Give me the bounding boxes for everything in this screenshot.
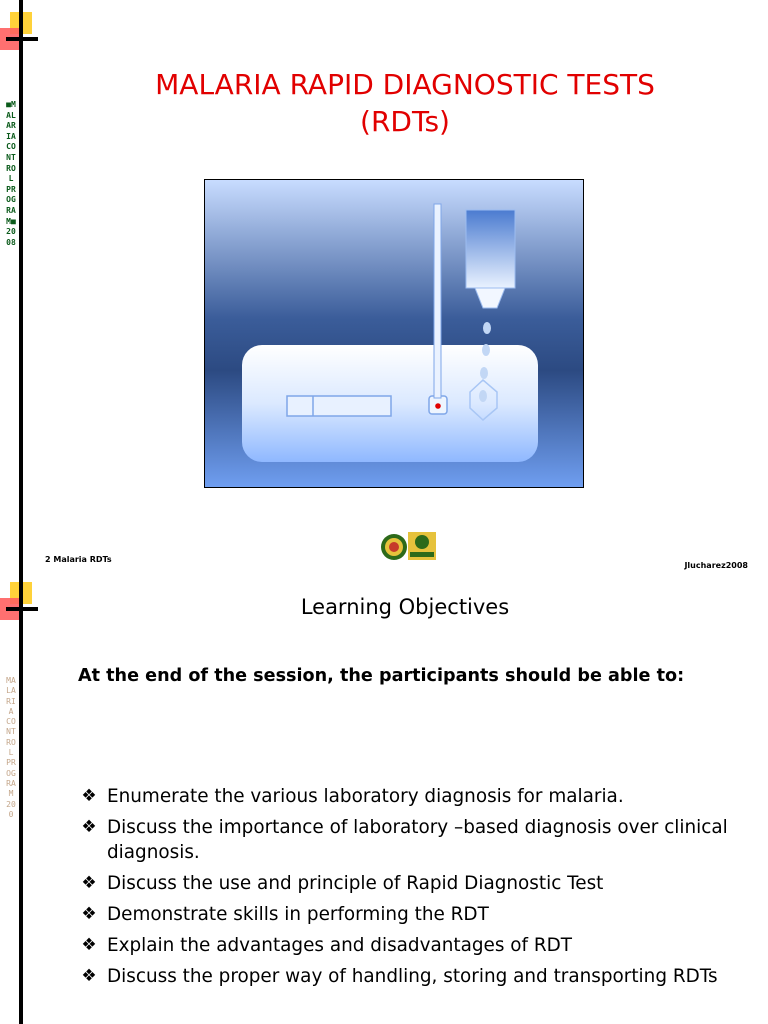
list-item xyxy=(78,871,738,896)
left-vertical-rule xyxy=(19,0,23,580)
list-item xyxy=(78,815,738,865)
diamond-bullet-icon: ❖ xyxy=(81,817,97,837)
intro-text: At the end of the session, the participants should be able to: xyxy=(78,666,685,686)
vertical-side-text: ■MALARIA CONTROL PROGRAM■ 2008 xyxy=(6,100,16,247)
list-item xyxy=(78,902,738,927)
list-item xyxy=(78,964,738,989)
objective-text: Discuss the importance of laboratory –based diagnosis over clinical diagnosis. xyxy=(107,817,728,863)
footer-author: Jlucharez2008 xyxy=(684,561,748,570)
slide-2 xyxy=(0,580,768,1024)
objective-text: Enumerate the various laboratory diagnosis for malaria. xyxy=(107,786,624,807)
diamond-bullet-icon: ❖ xyxy=(81,786,97,806)
gisck-logo-icon xyxy=(408,532,436,560)
list-item xyxy=(78,784,738,809)
corner-decoration xyxy=(0,10,40,54)
list-item xyxy=(78,933,738,958)
diamond-bullet-icon: ❖ xyxy=(81,873,97,893)
objective-text: Demonstrate skills in performing the RDT xyxy=(107,904,489,925)
objective-text: Discuss the use and principle of Rapid Diagnostic Test xyxy=(107,873,604,894)
vertical-side-text: MALARIA CONTROL PROGRAM 200 xyxy=(6,676,16,819)
footer-slide-label: 2 Malaria RDTs xyxy=(45,555,112,564)
objectives-list xyxy=(78,784,738,995)
slide-heading: Learning Objectives xyxy=(300,595,510,619)
objective-text: Explain the advantages and disadvantages of RDT xyxy=(107,935,573,956)
doh-seal-icon xyxy=(381,534,407,560)
diamond-bullet-icon: ❖ xyxy=(81,904,97,924)
objective-text: Discuss the proper way of handling, storing and transporting RDTs xyxy=(107,966,718,987)
slide-title xyxy=(60,66,750,140)
rdt-cassette-dropper-icon xyxy=(205,180,583,487)
title-line-2: (RDTs) xyxy=(360,105,450,138)
left-vertical-rule xyxy=(19,580,23,1024)
diamond-bullet-icon: ❖ xyxy=(81,966,97,986)
rdt-illustration xyxy=(204,179,584,488)
diamond-bullet-icon: ❖ xyxy=(81,935,97,955)
footer-logos xyxy=(378,530,438,562)
title-line-1: MALARIA RAPID DIAGNOSTIC TESTS xyxy=(155,68,655,101)
